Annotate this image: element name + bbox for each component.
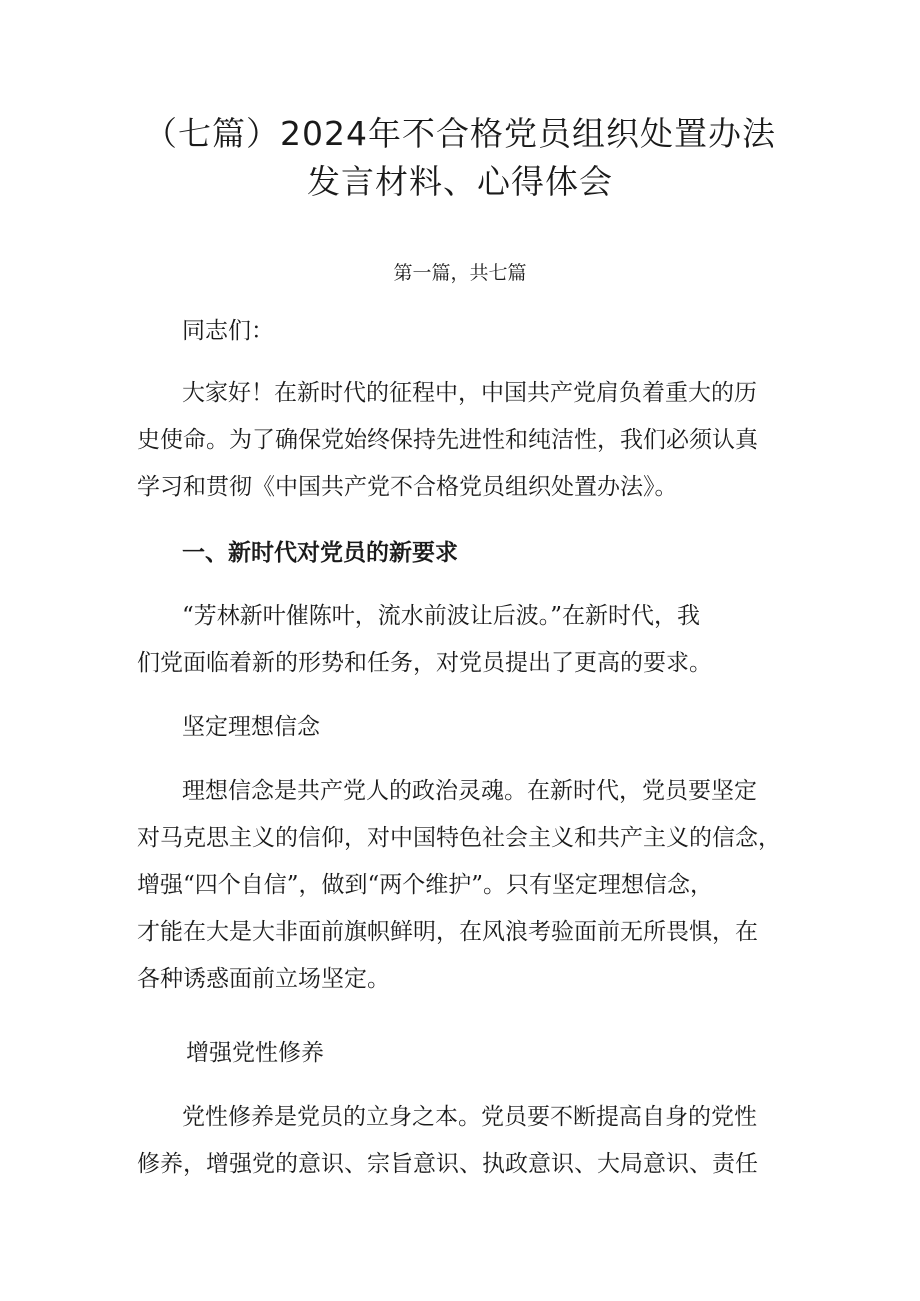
paragraph-4-line-2: 修养，增强党的意识、宗旨意识、执政意识、大局意识、责任	[137, 1151, 758, 1177]
paragraph-3-line-4: 才能在大是大非面前旗帜鲜明，在风浪考验面前无所畏惧，在	[137, 919, 758, 945]
paragraph-3-line-2: 对马克思主义的信仰，对中国特色社会主义和共产主义的信念，	[137, 825, 781, 851]
paragraph-1-line-3: 学习和贯彻《中国共产党不合格党员组织处置办法》。	[137, 474, 678, 500]
paragraph-1-line-1: 大家好！在新时代的征程中，中国共产党肩负着重大的历	[182, 380, 757, 406]
paragraph-3-line-5: 各种诱惑面前立场坚定。	[137, 966, 390, 992]
section-1-heading: 一、新时代对党员的新要求	[182, 539, 458, 566]
paragraph-2-line-1: “芳林新叶催陈叶，流水前波让后波。”在新时代，我	[182, 603, 701, 629]
document-title-line-2: 发言材料、心得体会	[307, 162, 613, 201]
paragraph-2-line-2: 们党面临着新的形势和任务，对党员提出了更高的要求。	[137, 650, 712, 676]
paragraph-4-line-1: 党性修养是党员的立身之本。党员要不断提高自身的党性	[182, 1104, 757, 1130]
paragraph-1-line-2: 史使命。为了确保党始终保持先进性和纯洁性，我们必须认真	[137, 427, 758, 453]
document-subtitle: 第一篇，共七篇	[393, 262, 527, 284]
subsection-2-heading: 增强党性修养	[186, 1040, 324, 1066]
subsection-1-heading: 坚定理想信念	[182, 714, 320, 740]
paragraph-3-line-1: 理想信念是共产党人的政治灵魂。在新时代，党员要坚定	[182, 778, 757, 804]
paragraph-3-line-3: 增强“四个自信”，做到“两个维护”。只有坚定理想信念，	[137, 872, 714, 898]
salutation: 同志们：	[182, 318, 274, 344]
document-title-line-1: （七篇）2024年不合格党员组织处置办法	[144, 114, 776, 153]
